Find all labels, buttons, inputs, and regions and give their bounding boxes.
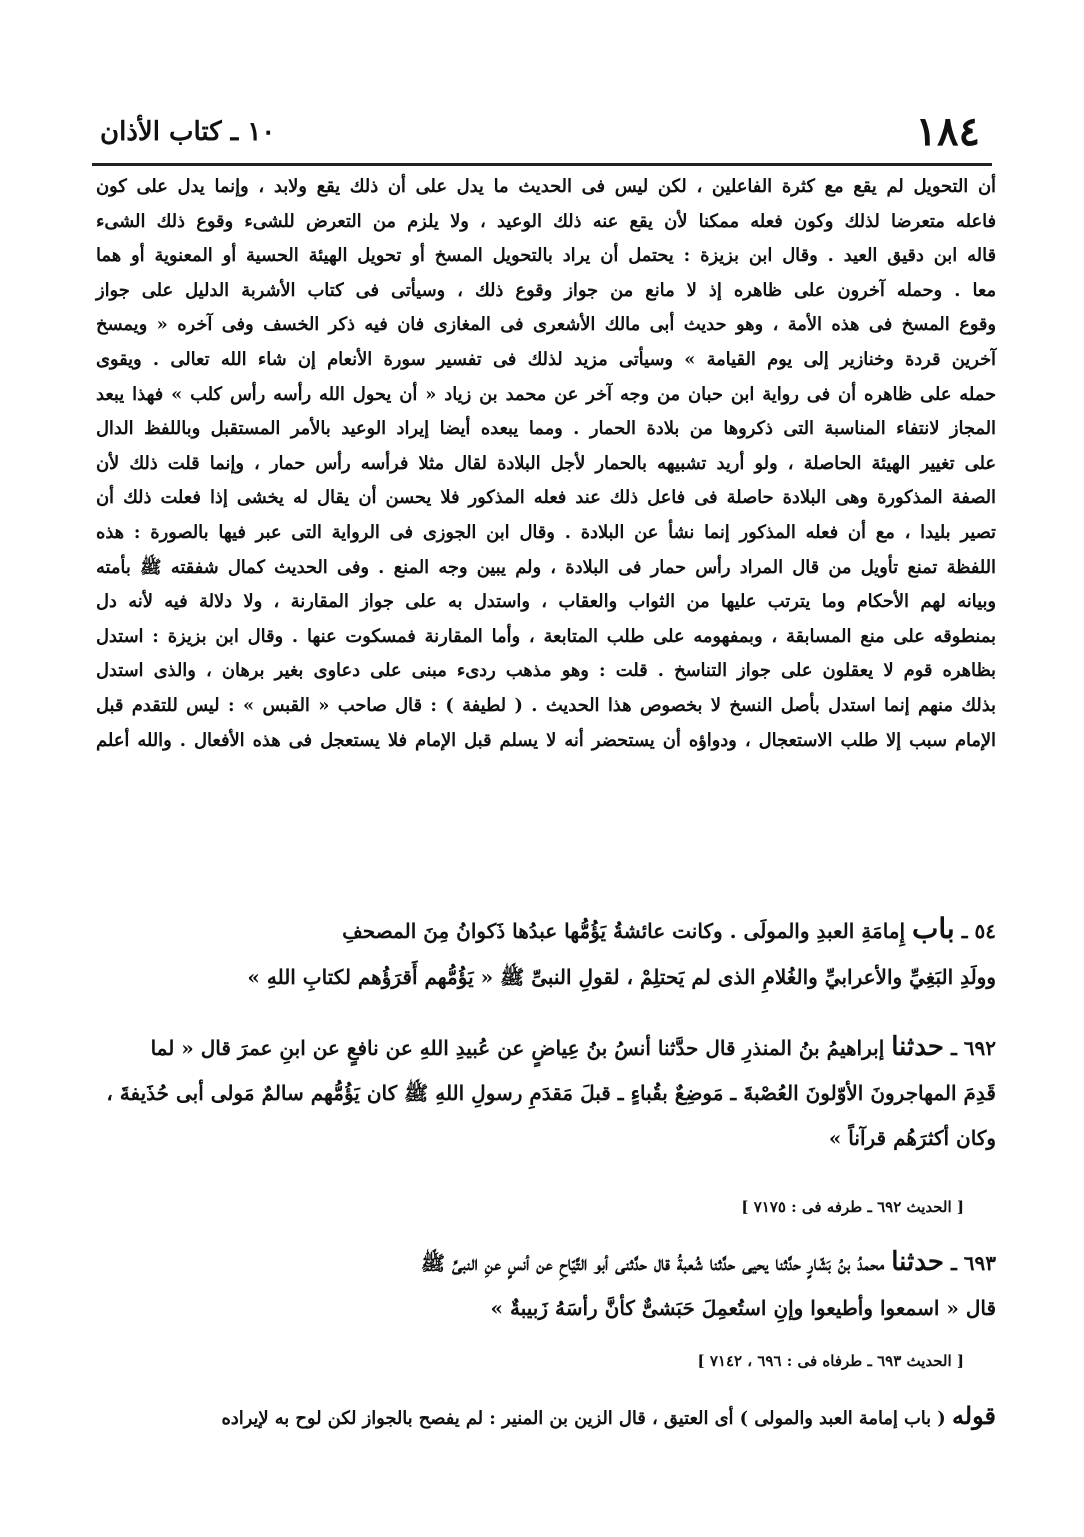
hadith-692 [96, 1025, 996, 1161]
haddathana-word: حدثنا [891, 1247, 944, 1277]
commentary-line: الصفة المذكورة وهى البلادة حاصلة فى فاعل ذلك عند فعله المذكور فلا يحسن أن يقال له يخشى إذا فعلت ذلك أن [96, 487, 996, 509]
chapter-line-1 [96, 906, 996, 954]
commentary-line: معا . وحمله آخرون على ظاهره إذ لا مانع من جواز وقوع ذلك ، وسيأتى فى كتاب الأشربة الدليل على جواز [96, 279, 996, 301]
chapter-title: إِمامَةِ العبدِ والمولَى . وكانت عائشةُ يَؤُمُّها عبدُها ذَكوانُ مِنَ المصحفِ [342, 919, 906, 943]
commentary-start [96, 1398, 996, 1437]
page-header [100, 102, 980, 162]
chapter-bab-word: باب [912, 912, 955, 945]
chapter-line-2: وولَدِ البَغِيِّ والأعرابيِّ والغُلامِ الذى لم يَحتلِمْ ، لقولِ النبىِّ ﷺ « يَؤُمُّهم أَقرَؤُهم لكتابِ اللهِ » [247, 965, 996, 989]
hadith-number: ٦٩٣ ـ [950, 1251, 996, 1275]
chapter-heading [96, 906, 996, 1000]
hadith-number: ٦٩٢ ـ [950, 1036, 996, 1060]
commentary-line: أن التحويل لم يقع مع كثرة الفاعلين ، لكن ليس فى الحديث ما يدل على أن ذلك يقع ولابد ، وإنما يدل على كون [96, 176, 996, 197]
commentary-line: وقوع المسخ فى هذه الأمة ، وهو حديث أبى مالك الأشعرى فى المغازى فان فيه ذكر الخسف وفى آخره « ويمسخ [96, 314, 996, 336]
commentary-line: الإمام سبب إلا طلب الاستعجال ، ودواؤه أن يستحضر أنه لا يسلم قبل الإمام فلا يستعجل فى هذه الأفعال . والله أعلم [96, 729, 996, 751]
hadith-line: قال « اسمعوا وأطيعوا وإنِ استُعمِلَ حَبَشىٌّ كأنَّ رأسَهُ زَبيبةٌ » [490, 1296, 996, 1320]
commentary-line: المجاز لانتفاء المناسبة التى ذكروها من بلادة الحمار . ومما يبعده أيضا إيراد الوعيد بالأمر المستقبل وباللفظ الدال [96, 418, 996, 440]
hadith-693 [96, 1240, 996, 1331]
hadith-text: محمدُ بنُ بَشّارٍ حدَّثنا يحيى حدَّثنا شُعبةُ قال حدَّثنى أبو التَّيّاحِ عن أنسٍ عنِ النبىِّ ﷺ [420, 1251, 885, 1275]
running-title: ١٠ ـ كتاب الأذان [100, 117, 276, 147]
page-number: ١٨٤ [915, 108, 980, 155]
hadith-text: إبراهيمُ بنُ المنذرِ قال حدَّثنا أنسُ بنُ عِياضٍ عن عُبيدِ اللهِ عن نافعٍ عن ابنِ عمرَ قال « لما [150, 1036, 885, 1060]
hadith-line: قَدِمَ المهاجرونَ الأوّلونَ العُصْبةَ ـ مَوضِعٌ بقُباءٍ ـ قبلَ مَقدَمِ رسولِ اللهِ ﷺ كان يَؤُمُّهم سالمٌ مَولى أبى حُذَيفةَ ، [106, 1081, 996, 1105]
hadith-line [96, 1025, 996, 1071]
hadith-line: وكان أكثرَهُم قرآناً » [828, 1126, 996, 1150]
hadith-reference: [ الحديث ٦٩٣ ـ طرفاه فى : ٦٩٦ ، ٧١٤٢ ] [697, 1352, 964, 1370]
commentary-line: فاعله متعرضا لذلك وكون فعله ممكنا لأن يقع عنه ذلك الوعيد ، ولا يلزم من التعرض للشىء وقوع ذلك الشىء [96, 210, 996, 232]
chapter-number: ٥٤ ـ [961, 919, 996, 943]
commentary-start-text: ( باب إمامة العبد والمولى ) أى العتيق ، قال الزين بن المنير : لم يفصح بالجواز لكن لوح به لإيراده [221, 1408, 946, 1429]
commentary-line: على تغيير الهيئة الحاصلة ، ولو أريد تشبيهه بالحمار لأجل البلادة لقال مثلا فرأسه رأس حمار ، وإنما قلت ذلك لأن [96, 452, 996, 474]
commentary-line: بظاهره قوم لا يعقلون على جواز التناسخ . قلت : وهو مذهب ردىء مبنى على دعاوى بغير برهان ، والذى استدل [96, 660, 996, 682]
commentary-line: حمله على ظاهره أن فى رواية ابن حبان من وجه آخر عن محمد بن زياد « أن يحول الله رأسه رأس كلب » فهذا يبعد [96, 383, 996, 405]
commentary-block [96, 170, 996, 758]
commentary-line: آخرين قردة وخنازير إلى يوم القيامة » وسيأتى مزيد لذلك فى تفسير سورة الأنعام إن شاء الله تعالى . ويقوى [96, 348, 996, 370]
haddathana-word: حدثنا [891, 1032, 944, 1062]
commentary-line: اللفظة تمنع تأويل من قال المراد رأس حمار فى البلادة ، ولم يبين وجه المنع . وفى الحديث كمال شفقته ﷺ بأمته [96, 556, 996, 578]
commentary-line: بمنطوقه على منع المسابقة ، وبمفهومه على طلب المتابعة ، وأما المقارنة فمسكوت عنها . وقال ابن بزيزة : استدل [96, 625, 996, 647]
hadith-reference: [ الحديث ٦٩٢ ـ طرفه فى : ٧١٧٥ ] [741, 1198, 964, 1216]
commentary-line: قاله ابن دقيق العيد . وقال ابن بزيزة : يحتمل أن يراد بالتحويل المسخ أو تحويل الهيئة الحسية أو المعنوية أو هما [96, 245, 996, 267]
commentary-line: بذلك منهم إنما استدل بأصل النسخ لا بخصوص هذا الحديث . ( لطيفة ) : قال صاحب « القبس » : ليس للتقدم قبل [96, 694, 996, 716]
hadith-line [96, 1240, 996, 1286]
header-divider [92, 163, 992, 166]
qawluhu-word: قوله [951, 1401, 996, 1430]
commentary-line: وبيانه لهم الأحكام وما يترتب عليها من الثواب والعقاب ، واستدل به على جواز المقارنة ، ولا دلالة فيه لأنه دل [96, 591, 996, 613]
commentary-line: تصير بليدا ، مع أن فعله المذكور إنما نشأ عن البلادة . وقال ابن الجوزى فى الرواية التى عبر فيها بالصورة : هذه [96, 521, 996, 543]
